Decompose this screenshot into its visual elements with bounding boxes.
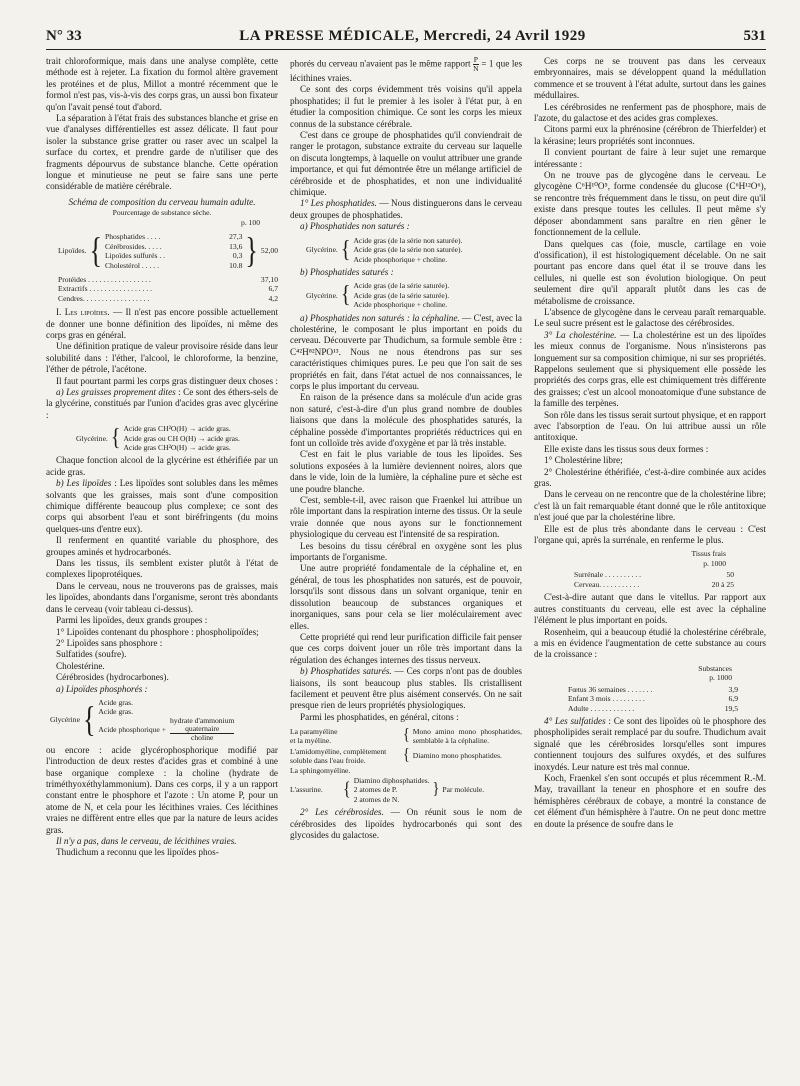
paragraph: En raison de la présence dans sa molécule d'un acide gras non saturé, c'est-à-dire d'un plus grand nombre de doubles liaisons que dans la molécule des phosphatides saturés, la céphaline possède d'importantes propriétés réductrices qui en font un colloïde très avide d'oxygène et par là très instable.	[290, 392, 522, 448]
list-item: 1° Cholestérine libre;	[544, 455, 623, 466]
lecithin-formula	[50, 698, 278, 742]
paragraph: On ne trouve pas de glycogène dans le cerveau. Le glycogène C⁶H¹⁰O⁵, forme condensée du glucose (C⁶H¹²O⁶), se rencontre très fréquemment dans le tissu, on peut dire qu'il existe dans presque toutes les cellules. Il peut même s'y déposer abondamment sans paraître en rien gêner le fonctionnement de la cellule.	[534, 170, 766, 238]
paragraph: Dans le cerveau, nous ne trouverons pas de graisses, mais les lipoïdes, abondants dans l'organisme, seront très abondants dans le cerveau (voir tableau ci-dessus).	[46, 580, 278, 614]
row-name: Lipoïdes sulfurés . .	[104, 251, 166, 261]
table-row	[105, 232, 242, 241]
subheading: b) Les lipoïdes	[56, 478, 112, 489]
table-row	[58, 284, 278, 293]
row-value: 10.8	[229, 260, 243, 270]
paragraph	[290, 313, 522, 393]
list-item: 2° Lipoïdes sans phosphore :	[56, 637, 163, 648]
table-row	[574, 580, 734, 589]
row-name-line: L'amidomyéline, complètement	[290, 746, 387, 756]
row-name: Cholestérol . . . . .	[104, 260, 159, 270]
issue-number: N° 33	[46, 28, 82, 44]
paragraph: Il faut pourtant parmi les corps gras distinguer deux choses :	[56, 375, 278, 386]
paragraph-text: — On réunit sous le nom de cérébrosides des lipoïdes hydrocarbonés qui sont des glycosides du galactose.	[290, 807, 522, 840]
row-name: Enfant 3 mois . . . . . . . . .	[568, 694, 645, 704]
paragraph: Il n'y a pas, dans le cerveau, de lécithines vraies.	[56, 836, 237, 846]
subheading: 4° Les sulfatides	[544, 715, 606, 726]
column-1	[46, 56, 278, 1086]
schema-subtitle: Pourcentage de substance sèche.	[112, 208, 212, 218]
subheading: 1° Les phosphatides.	[300, 198, 377, 209]
row-value: 19,5	[724, 703, 738, 713]
subheading: a) Phosphatides non saturés : la céphaline.	[300, 312, 460, 323]
cholesterol-growth-table	[568, 685, 738, 713]
paragraph: Parmi les lipoïdes, deux grands groupes :	[56, 615, 208, 626]
paragraph	[290, 198, 522, 221]
left-brace: {	[89, 230, 102, 271]
numerator-line: quaternaire	[185, 723, 220, 733]
left-brace: {	[343, 779, 351, 800]
table-row	[58, 275, 278, 284]
formula-row: Acide gras (de la série non saturée).	[353, 235, 463, 245]
subheading: 3° La cholestérine.	[544, 329, 617, 340]
numerator-line: hydrate d'ammonium	[169, 715, 235, 725]
row-name: L'assurine.	[290, 785, 323, 795]
paragraph: Ces corps ne se trouvent pas dans les cerveaux embryonnaires, mais se développent quand la médullation commence et se trouvent à l'état adulte, surtout dans les gaines médullaires.	[534, 56, 766, 101]
paragraph: Une autre propriété fondamentale de la céphaline et, en général, de tous les phosphatides non saturés, est de pouvoir, lorsqu'ils sont dissous dans un solvant organique, tenir en dissolution beaucoup de substances organiques et inorganiques, sans pour cela se lier moléculairement avec elles.	[290, 563, 522, 631]
lipoides-label: Lipoïdes.	[58, 246, 87, 256]
subheading: b) Phosphatides saturés.	[300, 666, 392, 677]
other-components-table	[58, 275, 278, 303]
row-value: 4,2	[268, 293, 278, 303]
subheading: a) Les graisses proprement dites	[56, 386, 176, 397]
paragraph: Une définition pratique de valeur provisoire réside dans leur solubilité dans : l'éther, l'alcool, le chloroforme, la benzine, l'éther de pétrole, l'acétone.	[46, 341, 278, 375]
paragraph: Chaque fonction alcool de la glycérine est éthérifiée par un acide gras.	[46, 455, 278, 477]
row-value: 37,10	[260, 274, 278, 284]
column-2	[290, 56, 522, 1086]
schema-unit: p. 100	[241, 217, 260, 227]
paragraph	[46, 387, 278, 421]
paragraph: Les cérébrosides ne renferment pas de phosphore, mais de l'azote, du galactose et des acides gras complexes.	[534, 101, 766, 124]
row-name: Protéides . . . . . . . . . . . . . . . . .	[58, 274, 151, 284]
row-value: 27,3	[229, 232, 243, 242]
paragraph: Ce sont des corps évidemment très voisins qu'il appela phosphatides; il fut le premier à les isoler à l'état pur, à en étudier la composition chimique. Ce sont les corps les mieux connus de la substance cérébrale.	[290, 84, 522, 129]
paragraph-text: — Ces corps n'ont pas de doubles liaisons, ils sont beaucoup plus stables. Ils cristallisent facilement et peuvent être plus aisément conservés. On ne sait presque rien de leurs propriétés physiologiques.	[290, 666, 522, 711]
paragraph: Thudichum a reconnu que les lipoïdes phos-	[56, 847, 219, 858]
table-row: La sphingomyéline.	[290, 766, 351, 776]
subheading: b) Phosphatides saturés :	[300, 266, 394, 277]
paragraph: Parmi les phosphatides, en général, citons :	[300, 711, 459, 722]
formula-label: Glycérine.	[76, 433, 108, 443]
table-row	[568, 685, 738, 694]
paragraph-text: — La cholestérine est un des lipoïdes les mieux connus de l'organisme. Nous n'insisterons pas longuement sur sa composition chimique, ni sur ses propriétés. Rappelons seulement que si physiquement elle possède les propriétés des corps gras, elle est chimiquement très différente des graisses; c'est un alcool monoatomique d'une substance de la famille des terpènes.	[534, 329, 766, 409]
row-name: Fœtus 36 semaines . . . . . . .	[568, 684, 653, 694]
list-item: Cérébrosides (hydrocarbones).	[56, 672, 169, 683]
paragraph: L'absence de glycogène dans le cerveau paraît remarquable. Le seul sucre présent est le galactose des cérébrosides.	[534, 306, 766, 329]
paragraph	[46, 307, 278, 341]
paragraph-text: — Il n'est pas encore possible actuellement de donner une bonne définition des lipoïdes, ni même des corps gras en général.	[46, 307, 278, 340]
table-header	[534, 549, 766, 568]
left-brace: {	[82, 698, 96, 740]
row-value-line: 2 atomes de N.	[353, 794, 400, 804]
subheading: a) Lipoïdes phosphorés :	[56, 683, 148, 694]
formula-row: Acide gras (de la série saturée).	[353, 281, 450, 291]
table-header-line: p. 1000	[703, 558, 726, 568]
right-brace: }	[432, 780, 440, 799]
formula-rows	[98, 698, 234, 742]
column-3	[534, 56, 766, 1086]
table-row	[105, 242, 242, 251]
left-brace: {	[340, 236, 351, 263]
paragraph-text: : Ce sont des éthers-sels de la glycérine, constitués par l'union d'acides gras avec glycérine :	[46, 386, 278, 420]
glycerine-formula	[76, 424, 278, 452]
row-name-line: et la myéline.	[290, 736, 332, 746]
row-value: 20 à 25	[711, 579, 734, 589]
row-name	[290, 747, 400, 766]
formula-rows	[353, 281, 449, 309]
fraction-denominator: N	[473, 64, 479, 73]
row-value: 13,6	[229, 241, 243, 251]
table-header	[534, 664, 766, 683]
paragraph: Rosenheim, qui a beaucoup étudié la cholestérine cérébrale, a mis en évidence l'augmentation de cette substance au cours de la croissance :	[534, 626, 766, 660]
paragraph: C'est-à-dire autant que dans le vitellus. Par rapport aux autres constituants du cerveau, elle est avec la céphaline l'élément le plus important en poids.	[534, 592, 766, 626]
list-item: Sulfatides (soufre).	[56, 649, 127, 660]
row-name: Cendres. . . . . . . . . . . . . . . . . .	[58, 293, 150, 303]
left-brace: {	[403, 746, 410, 765]
table-row	[58, 294, 278, 303]
list-item: 1° Lipoïdes contenant du phosphore : phospholipoïdes;	[56, 626, 259, 637]
left-brace: {	[403, 726, 410, 745]
phosphatides-table	[290, 726, 522, 804]
table-header-line: p. 1000	[709, 673, 732, 683]
paragraph-text: : Les lipoïdes sont solubles dans les mêmes solvants que les graisses, mais sont d'une composition chimique différente beaucoup plus complexe; ce sont des corps qui absorbent l'eau et sont biréfringents (du moins quelques-uns d'entre eux).	[46, 478, 278, 534]
table-row	[290, 746, 522, 766]
table-row	[574, 570, 734, 579]
paragraph: C'est dans ce groupe de phosphatides qu'il conviendrait de ranger le protagon, substance extraite du cerveau sur laquelle on discuta longtemps, à laquelle on voulut attribuer une grande importance, et qui fut démontrée être un mélange artificiel de cérébroside et de phosphatides, et non une individualité chimique.	[290, 130, 522, 198]
paragraph	[290, 56, 522, 84]
row-value: 3,9	[728, 684, 738, 694]
section-heading: I. Les lipoïdes.	[56, 307, 110, 318]
paragraph: Dans les tissus, ils semblent exister plutôt à l'état de complexes lipoprotéiques.	[46, 558, 278, 580]
lipoides-group	[58, 230, 278, 272]
row-note: Par molécule.	[442, 785, 485, 795]
table-header-line: Tissus frais	[691, 549, 726, 559]
formula-row: Acide gras (de la série non saturée).	[353, 245, 463, 255]
paragraph: Koch, Fraenkel s'en sont occupés et plus récemment R.-M. May, travaillant la teneur en phosphore et en soufre des hémisphères cérébraux de cobaye, a montré la constance de cet élément d'un hémisphère à l'autre. On ne peut donc mettre en doute la présence de soufre dans le	[534, 772, 766, 829]
row-value: 6,7	[268, 284, 278, 294]
table-header-line: Substances	[698, 663, 732, 673]
row-name: Phosphatides . . . .	[104, 232, 161, 242]
row-value: Diamino mono phosphatides.	[412, 751, 502, 761]
left-brace: {	[340, 282, 351, 309]
formula-row: Acide gras.	[98, 697, 134, 707]
paragraph: C'est en fait le plus variable de tous les lipoïdes. Ses solutions exposées à la lumière deviennent noires, alors que dans le vide, loin de la lumière, la céphaline pure et sèche est une poudre blanche.	[290, 449, 522, 494]
page-header	[46, 28, 766, 50]
paragraph-text: phorés du cerveau n'avaient pas le même rapport	[290, 58, 471, 69]
row-value: 0,3	[232, 251, 243, 261]
list-item: 2° Cholestérine éthérifiée, c'est-à-dire combinée aux acides gras.	[534, 466, 766, 489]
paragraph: trait chloroformique, mais dans une analyse complète, cette méthode est à rejeter. La fixation du formol altère gravement les protéines et de plus, Millot a montré récemment que le formol n'est pas, vis-à-vis des corps gras, un aussi bon fixateur qu'on l'avait pensé tout d'abord.	[46, 56, 278, 112]
paragraph-text: = 1 que les lécithines vraies.	[290, 58, 522, 83]
table-row	[568, 694, 738, 703]
fraction-numerator	[170, 717, 234, 734]
saturated-formula	[306, 281, 522, 309]
fraction-denominator: choline	[191, 732, 214, 742]
row-name: Cerveau. . . . . . . . . . .	[574, 579, 640, 589]
formula-row: Acide gras CH²O(H) → acide gras.	[123, 424, 231, 434]
row-value	[354, 776, 430, 805]
lipoides-total: 52,00	[260, 246, 278, 256]
row-name: Extractifs . . . . . . . . . . . . . . . . .	[58, 284, 153, 294]
formula-acid: Acide phosphorique +	[98, 724, 166, 734]
fraction-numerator: P	[473, 56, 479, 64]
subheading: 2° Les cérébrosides.	[300, 807, 384, 818]
columns	[46, 56, 766, 1086]
paragraph: Son rôle dans les tissus serait surtout physique, et en rapport avec l'absorption de l'eau. On lui attribue aussi un rôle antitoxique.	[534, 409, 766, 443]
right-brace: }	[245, 230, 258, 271]
page-number: 531	[743, 28, 766, 44]
row-value-line: Diamino diphosphatides.	[353, 775, 430, 785]
paragraph: C'est, semble-t-il, avec raison que Fraenkel lui attribue un rôle important dans la respiration interne des tissus. Or la seule vraie donnée que nous ayons sur le fonctionnement physiologique du cerveau est l'intensité de sa respiration.	[290, 495, 522, 540]
cholesterol-tissue-table	[574, 570, 734, 589]
paragraph: Elle est de plus très abondante dans le cerveau : C'est l'organe qui, après la surrénale, en renferme le plus.	[534, 523, 766, 546]
formula-row: Acide gras.	[98, 707, 134, 717]
row-name-line: La paramyéline	[290, 726, 338, 736]
paragraph	[534, 330, 766, 410]
lipoides-table	[105, 232, 242, 270]
paragraph-text: — C'est, avec la cholestérine, le composant le plus important en poids du cerveau. Découverte par Thudichum, sa formule semble être : C⁴²H⁸²NPO¹³. Nous ne nous étendrons pas sur ses caractéristiques chimiques pures. Le peu que l'on sait de ses propriétés en fait, dans l'état actuel de nos connaissances, le corps le plus important du cerveau.	[290, 312, 522, 391]
paragraph: Dans quelques cas (foie, muscle, cartilage en voie d'ossification), il est histologiquement décelable. On ne sait pourtant pas encore dans quel état il se trouve dans les cellules, ni quelle est son évolution biologique. On peut seulement dire qu'il apparaît plutôt dans les cas de métabolisme de croissance.	[534, 238, 766, 306]
row-name	[290, 727, 400, 746]
table-row	[105, 261, 242, 270]
journal-title: LA PRESSE MÉDICALE, Mercredi, 24 Avril 1929	[239, 28, 586, 44]
formula-label: Glycérine.	[306, 245, 338, 255]
formula-row: Acide gras (de la série saturée).	[353, 290, 450, 300]
formula-row	[98, 717, 234, 742]
paragraph	[290, 807, 522, 841]
paragraph: Cette propriété qui rend leur purification difficile fait penser que ces corps doivent jouer un rôle très important dans la régulation des échanges internes des tissus nerveux.	[290, 631, 522, 665]
p-n-ratio	[473, 56, 478, 73]
paragraph: Les besoins du tissu cérébral en oxygène sont les plus importants de l'organisme.	[290, 540, 522, 563]
paragraph: ou encore : acide glycérophosphorique modifié par l'introduction de deux restes d'acides gras et combiné à une base organique complexe : la choline (hydrate de triméthyoxéthylammonium). Dans ces corps, il y a un rapport constant entre le phosphore et l'azote : Un atome P, pour un atome de N, et cela pour les lécithines vraies. Ces lécithines vraies ne diffèrent entre elles que par la nature de leurs acides gras.	[46, 744, 278, 835]
non-saturated-formula	[306, 236, 522, 264]
paragraph	[290, 666, 522, 712]
table-row	[568, 704, 738, 713]
row-name: Cérébrosides. . . . .	[104, 241, 162, 251]
row-name: Surrénale . . . . . . . . . .	[574, 570, 642, 580]
row-name-line: soluble dans l'eau froide.	[290, 756, 366, 766]
formula-row: Acide phosphorique + choline.	[353, 300, 448, 310]
row-value: 6,9	[728, 694, 738, 704]
row-value: 50	[726, 570, 734, 580]
paragraph	[46, 478, 278, 535]
paragraph: Il convient pourtant de faire à leur sujet une remarque intéressante :	[534, 147, 766, 169]
paragraph: Citons parmi eux la phrénosine (cérébron de Thierfelder) et la kérasine; leurs propriétés sont inconnues.	[534, 124, 766, 146]
formula-row: Acide phosphorique + choline.	[353, 254, 448, 264]
formula-rows	[123, 424, 239, 452]
formula-fraction	[170, 717, 234, 742]
paragraph: Il renferment en quantité variable du phosphore, des groupes aminés et hydrocarbonés.	[46, 535, 278, 557]
row-value-line: 2 atomes de P.	[353, 785, 398, 795]
formula-rows	[353, 236, 462, 264]
list-item: Cholestérine.	[56, 660, 105, 671]
formula-label: Glycérine.	[306, 290, 338, 300]
row-value: Mono amino mono phosphatides, semblable à la céphaline.	[412, 726, 522, 746]
schema-title: Schéma de composition du cerveau humain adulte.	[68, 196, 256, 207]
subheading: a) Phosphatides non saturés :	[300, 221, 410, 232]
row-name: Adulte . . . . . . . . . . . .	[568, 703, 635, 713]
left-brace: {	[110, 425, 121, 452]
table-row	[290, 776, 522, 805]
formula-label: Glycérine	[50, 715, 80, 725]
paragraph-text: — Nous distinguerons dans le cerveau deux groupes de phosphatides.	[290, 198, 522, 220]
paragraph	[534, 716, 766, 773]
paragraph: Elle existe dans les tissus sous deux formes :	[544, 443, 709, 454]
table-row	[105, 251, 242, 260]
paragraph: Dans le cerveau on ne rencontre que de la cholestérine libre; c'est là un fait remarquable étant donné que le rôle antitoxique n'est joué que par la cholestérine libre.	[534, 489, 766, 523]
formula-row: Acide gras ou CH O(H) → acide gras.	[123, 433, 240, 443]
paragraph: La séparation à l'état frais des substances blanche et grise en vue d'analyses différentielles est assez délicate. Il faut pour isoler la substance grise gratter ou raser avec un scalpel la surface du cortex, et prendre garde de n'utiliser que des fragments dépourvus de substance blanche. Cette opération longue et minutieuse ne peut se faire sans une perte considérable de matière cérébrale.	[46, 113, 278, 192]
paragraph-text: : Ce sont des lipoïdes où le phosphore des phospholipides serait remplacé par du soufre. Thudichum avait signalé que les cérébrosides lorsqu'elles sont impures contiennent toujours des sulfures oxydés, et des sulfures inoxydés. Leur nature est très mal connue.	[534, 715, 766, 772]
formula-row: Acide gras CH²O(H) → acide gras.	[123, 443, 231, 452]
